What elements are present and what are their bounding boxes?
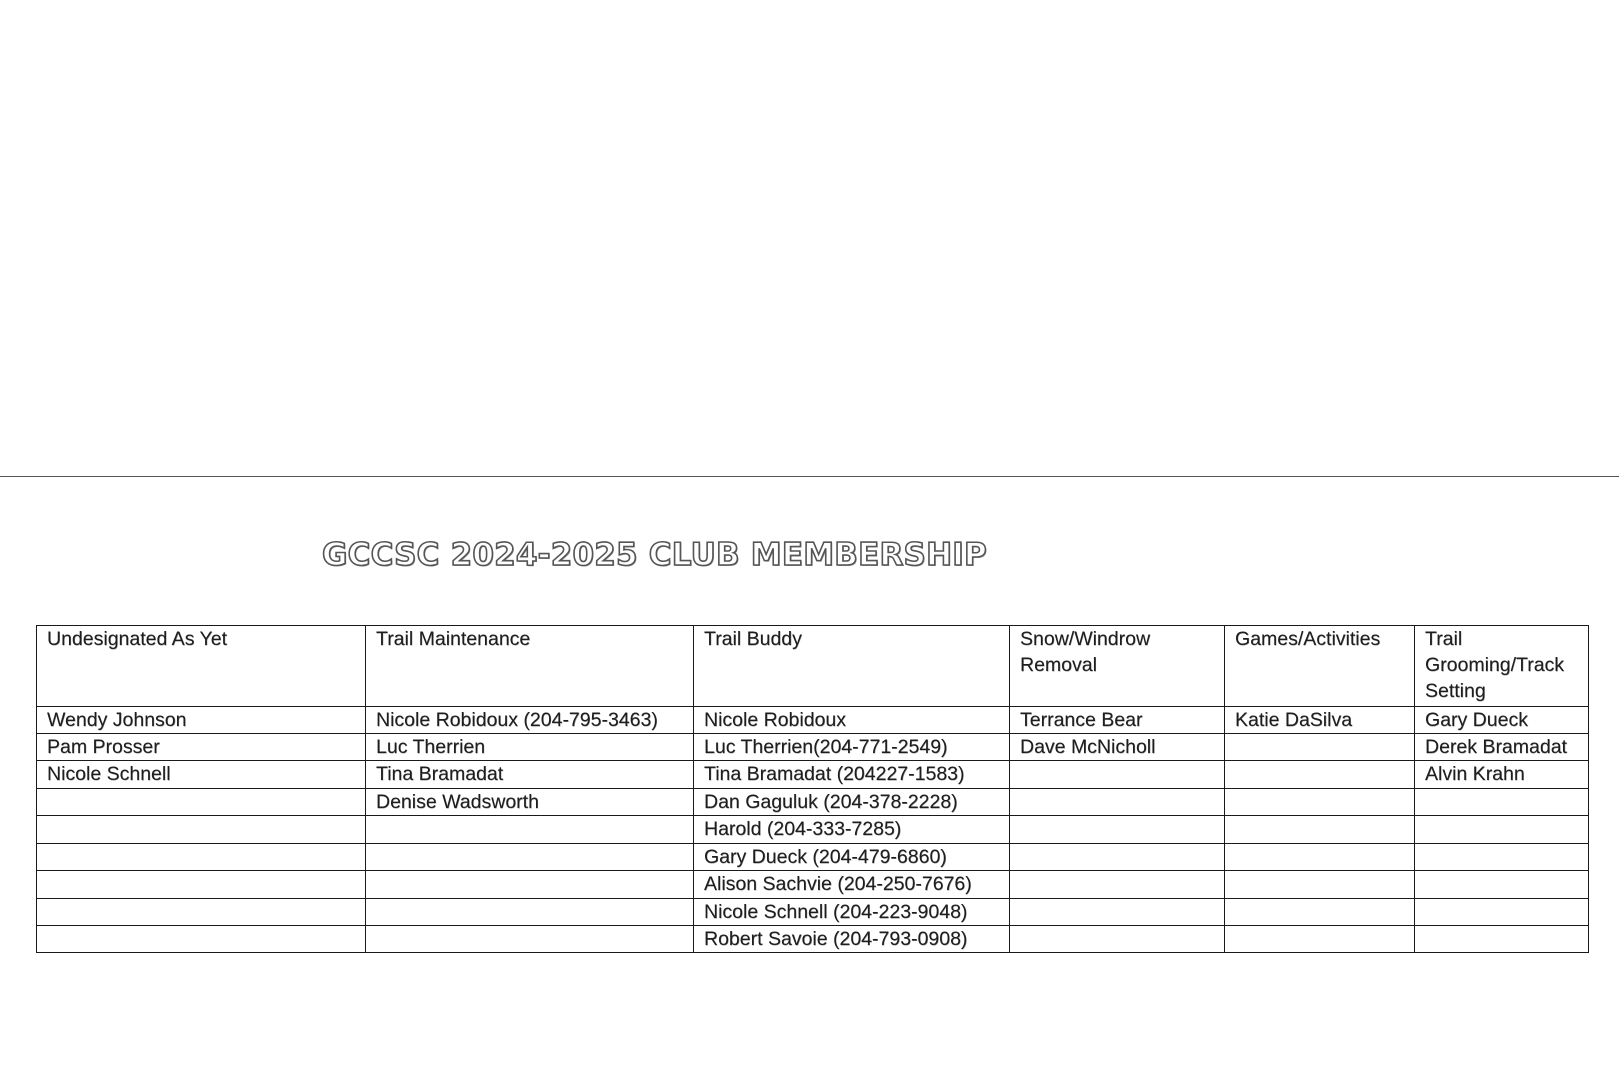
table-cell (1415, 871, 1589, 899)
table-row (37, 816, 1589, 844)
table-cell (1010, 926, 1225, 953)
table-cell (1010, 789, 1225, 816)
table-cell (37, 844, 366, 871)
table-cell (37, 816, 366, 844)
table-header-row (37, 626, 1589, 707)
column-header-trail-maintenance: Trail Maintenance (366, 626, 694, 707)
table-cell: Nicole Robidoux (694, 707, 1010, 734)
table-row (37, 761, 1589, 789)
table-cell (1225, 926, 1415, 953)
table-cell: Derek Bramadat (1415, 734, 1589, 761)
table-cell (37, 789, 366, 816)
table-cell (1010, 871, 1225, 899)
document-title: GCCSC 2024-2025 CLUB MEMBERSHIP (322, 537, 987, 573)
table-cell: Katie DaSilva (1225, 707, 1415, 734)
table-cell: Luc Therrien(204-771-2549) (694, 734, 1010, 761)
table-cell (366, 816, 694, 844)
table-cell (1010, 899, 1225, 926)
table-cell (1225, 761, 1415, 789)
table-cell (1225, 734, 1415, 761)
table-cell (37, 899, 366, 926)
table-cell: Terrance Bear (1010, 707, 1225, 734)
table-row (37, 707, 1589, 734)
column-header-trail-grooming: Trail Grooming/Track Setting (1415, 626, 1589, 707)
table-cell: Gary Dueck (204-479-6860) (694, 844, 1010, 871)
table-cell (1225, 844, 1415, 871)
page-divider (0, 476, 1619, 477)
table-cell (1010, 844, 1225, 871)
table-cell: Tina Bramadat (366, 761, 694, 789)
table-cell: Nicole Schnell (204-223-9048) (694, 899, 1010, 926)
table-cell: Dan Gaguluk (204-378-2228) (694, 789, 1010, 816)
table-cell: Robert Savoie (204-793-0908) (694, 926, 1010, 953)
table-cell (1225, 789, 1415, 816)
table-row (37, 789, 1589, 816)
table-cell: Gary Dueck (1415, 707, 1589, 734)
table-cell: Dave McNicholl (1010, 734, 1225, 761)
table-cell: Pam Prosser (37, 734, 366, 761)
table-row (37, 871, 1589, 899)
table-cell: Tina Bramadat (204227-1583) (694, 761, 1010, 789)
table-cell (1225, 816, 1415, 844)
table-cell (1225, 899, 1415, 926)
table-cell (37, 926, 366, 953)
table-cell: Nicole Robidoux (204-795-3463) (366, 707, 694, 734)
table-cell (366, 926, 694, 953)
table-cell: Denise Wadsworth (366, 789, 694, 816)
table-cell (1225, 871, 1415, 899)
table-cell (1010, 816, 1225, 844)
membership-table (36, 625, 1589, 953)
table-cell (366, 899, 694, 926)
table-cell: Luc Therrien (366, 734, 694, 761)
table-cell (366, 871, 694, 899)
table-cell: Wendy Johnson (37, 707, 366, 734)
table-cell (1415, 844, 1589, 871)
table-row (37, 844, 1589, 871)
table-cell (1415, 926, 1589, 953)
table-cell (1415, 899, 1589, 926)
column-header-undesignated: Undesignated As Yet (37, 626, 366, 707)
table-cell (1010, 761, 1225, 789)
table-cell: Nicole Schnell (37, 761, 366, 789)
table-cell: Alvin Krahn (1415, 761, 1589, 789)
column-header-trail-buddy: Trail Buddy (694, 626, 1010, 707)
table-row (37, 926, 1589, 953)
table-row (37, 734, 1589, 761)
column-header-snow-windrow-removal: Snow/Windrow Removal (1010, 626, 1225, 707)
table-cell (1415, 789, 1589, 816)
table-cell (1415, 816, 1589, 844)
table-cell (366, 844, 694, 871)
table-cell: Alison Sachvie (204-250-7676) (694, 871, 1010, 899)
table-cell: Harold (204-333-7285) (694, 816, 1010, 844)
table-cell (37, 871, 366, 899)
table-row (37, 899, 1589, 926)
column-header-games-activities: Games/Activities (1225, 626, 1415, 707)
